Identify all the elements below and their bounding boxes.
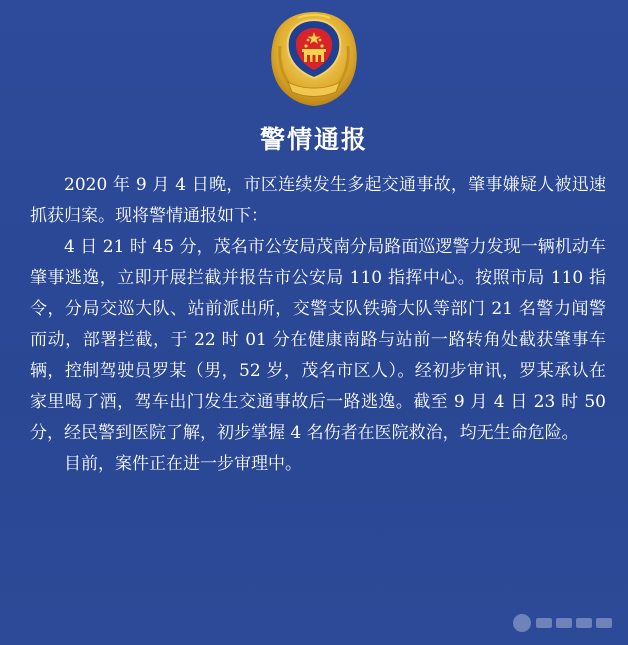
paragraph-status: 目前，案件正在进一步审理中。 [64, 454, 302, 474]
paragraph-details: 4 日 21 时 45 分，茂名市公安局茂南分局路面巡逻警力发现一辆机动车肇事逃逸，立即开展拦截并报告市公安局 110 指挥中心。按照市局 110 指令，分局交巡大队、站前派出所，交警支队铁骑大队等部门 21 名警力闻警而动，部署拦截，于 22 时 01 分在健康南路与站前一路转角处截获肇事车辆，控制驾驶员罗某（男，52 岁，茂名市区人）。经初步审讯，罗某承认在家里喝了酒，驾车出门发生交通事故后一路逃逸。截至 9 月 4 日 23 时 50 分，经民警到医院了解，初步掌握 4 名伤者在医院救治，均无生命危险。 [30, 237, 606, 443]
police-emblem-icon [262, 8, 366, 108]
paragraph-intro: 2020 年 9 月 4 日晚，市区连续发生多起交通事故，肇事嫌疑人被迅速抓获归案。现将警情通报如下： [30, 175, 606, 226]
watermark-logo-icon [508, 609, 618, 637]
notice-body [30, 170, 606, 480]
page-title: 警情通报 [259, 125, 368, 154]
